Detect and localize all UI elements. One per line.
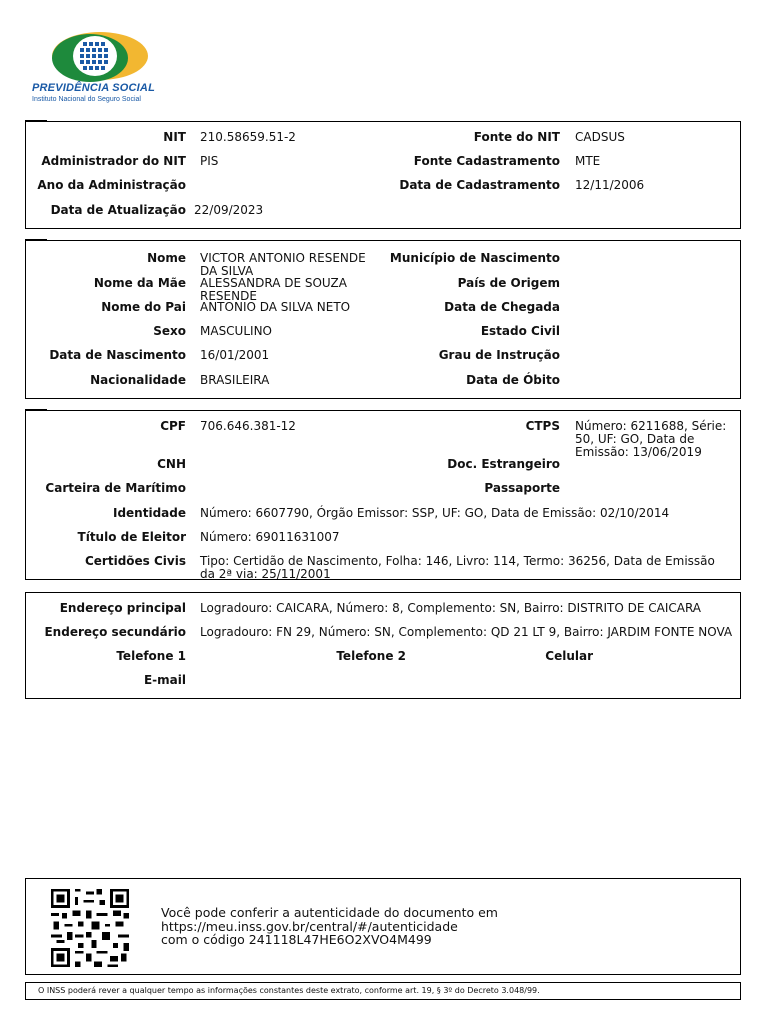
nome-mae-value: ALESSANDRA DE SOUZA RESENDE — [200, 276, 347, 303]
nome-pai-value: ANTONIO DA SILVA NETO — [200, 300, 351, 314]
fonte-nit-label: Fonte do NIT — [473, 130, 560, 144]
endereco-principal-value: Logradouro: CAICARA, Número: 8, Complemento: SN, Bairro: DISTRITO DE CAICARA — [200, 601, 702, 615]
data-nascimento-label: Data de Nascimento — [49, 348, 186, 362]
fonte-nit-value: CADSUS — [575, 130, 625, 144]
logo-subtitle: Instituto Nacional do Seguro Social — [32, 96, 141, 103]
titulo-eleitor-label: Título de Eleitor — [77, 530, 186, 544]
endereco-secundario-label: Endereço secundário — [44, 625, 186, 639]
passaporte-label: Passaporte — [484, 481, 560, 495]
nit-section — [25, 121, 741, 229]
footer-note: O INSS poderá rever a qualquer tempo as informações constantes deste extrato, conforme art. 19, § 3º do Decreto 3.048/99. — [25, 982, 741, 1000]
nome-label: Nome — [147, 251, 186, 265]
fonte-cadastramento-value: MTE — [575, 154, 601, 168]
data-obito-label: Data de Óbito — [466, 373, 560, 387]
ctps-value: Número: 6211688, Série: 50, UF: GO, Data de Emissão: 13/06/2019 — [575, 419, 727, 459]
nome-mae-label: Nome da Mãe — [93, 276, 186, 290]
endereco-secundario-value: Logradouro: FN 29, Número: SN, Complemento: QD 21 LT 9, Bairro: JARDIM FONTE NOVA — [200, 625, 733, 639]
municipio-label: Município de Nascimento — [389, 251, 560, 265]
ctps-label: CTPS — [525, 419, 560, 433]
cnh-label: CNH — [157, 457, 186, 471]
data-atualizacao-label: Data de Atualização — [50, 203, 186, 217]
doc-estrangeiro-label: Doc. Estrangeiro — [447, 457, 560, 471]
fonte-cadastramento-label: Fonte Cadastramento — [413, 154, 560, 168]
data-chegada-label: Data de Chegada — [444, 300, 560, 314]
maritimo-label: Carteira de Marítimo — [45, 481, 186, 495]
sexo-value: MASCULINO — [200, 324, 272, 338]
data-cadastramento-label: Data de Cadastramento — [399, 178, 560, 192]
data-nascimento-value: 16/01/2001 — [200, 348, 270, 362]
identidade-label: Identidade — [112, 506, 186, 520]
estado-civil-label: Estado Civil — [480, 324, 560, 338]
nit-value: 210.58659.51-2 — [200, 130, 296, 144]
logo-name: PREVIDÊNCIA SOCIAL — [32, 82, 155, 94]
identidade-value: Número: 6607790, Órgão Emissor: SSP, UF: GO, Data de Emissão: 02/10/2014 — [200, 506, 670, 520]
documents-section — [25, 410, 741, 580]
sexo-label: Sexo — [153, 324, 186, 338]
authenticity-section — [25, 878, 741, 975]
cpf-label: CPF — [160, 419, 186, 433]
email-label: E-mail — [143, 673, 186, 687]
authenticity-code: com o código 241118L47HE6O2XVO4M499 — [161, 932, 432, 947]
previdencia-emblem-icon — [50, 28, 150, 84]
grau-instrucao-label: Grau de Instrução — [438, 348, 560, 362]
section-tab — [25, 239, 47, 241]
data-cadastramento-value: 12/11/2006 — [575, 178, 645, 192]
data-atualizacao-value: 22/09/2023 — [194, 203, 264, 217]
contact-section — [25, 592, 741, 699]
nacionalidade-label: Nacionalidade — [90, 373, 186, 387]
previdencia-logo — [30, 28, 160, 108]
authenticity-text — [161, 906, 498, 947]
celular-label: Celular — [545, 649, 593, 663]
personal-section — [25, 240, 741, 399]
administrador-value: PIS — [200, 154, 219, 168]
endereco-principal-label: Endereço principal — [59, 601, 186, 615]
telefone1-label: Telefone 1 — [116, 649, 186, 663]
qr-code-icon[interactable] — [50, 889, 130, 967]
authenticity-url[interactable]: https://meu.inss.gov.br/central/#/autenticidade — [161, 918, 458, 934]
authenticity-line1: Você pode conferir a autenticidade do documento em — [161, 905, 498, 920]
nacionalidade-value: BRASILEIRA — [200, 373, 270, 387]
nome-pai-label: Nome do Pai — [101, 300, 186, 314]
pais-label: País de Origem — [457, 276, 560, 290]
nit-label: NIT — [163, 130, 186, 144]
administrador-label: Administrador do NIT — [41, 154, 186, 168]
telefone2-label: Telefone 2 — [336, 649, 406, 663]
certidoes-label: Certidões Civis — [84, 554, 186, 568]
titulo-eleitor-value: Número: 69011631007 — [200, 530, 340, 544]
section-tab — [25, 120, 47, 122]
section-tab — [25, 409, 47, 411]
nome-value: VICTOR ANTONIO RESENDE DA SILVA — [200, 251, 366, 278]
cpf-value: 706.646.381-12 — [200, 419, 296, 433]
certidoes-value: Tipo: Certidão de Nascimento, Folha: 146, Livro: 114, Termo: 36256, Data de Emissão da 2ª via: 25/11/2001 — [200, 554, 715, 581]
ano-admin-label: Ano da Administração — [37, 178, 186, 192]
